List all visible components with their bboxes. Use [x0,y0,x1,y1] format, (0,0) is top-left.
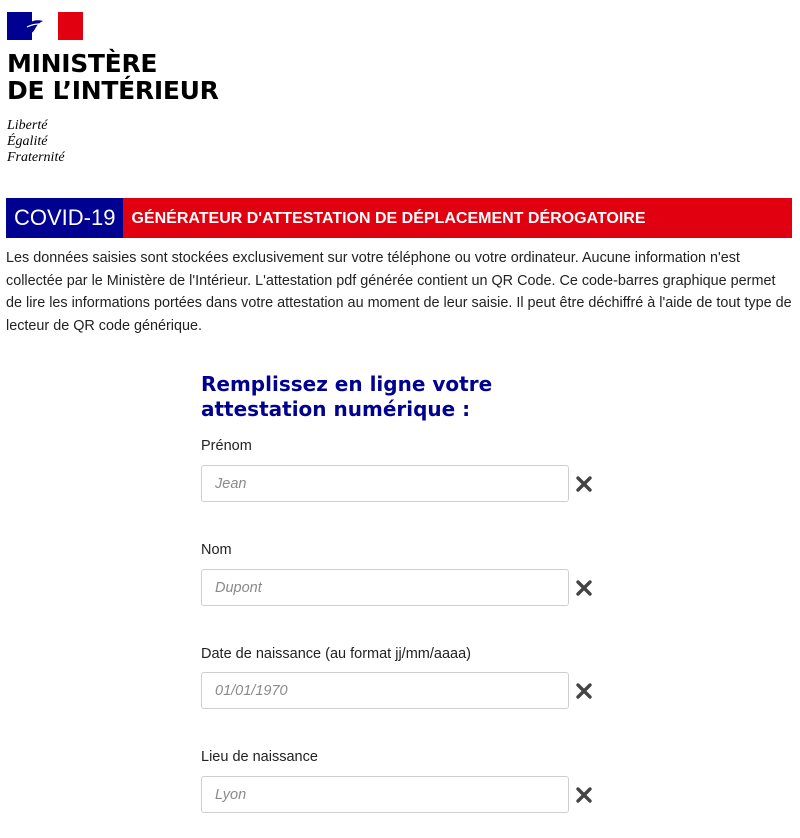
ministry-name [7,50,219,104]
ministry-logo [7,12,83,40]
page-title: GÉNÉRATEUR D'ATTESTATION DE DÉPLACEMENT DÉROGATOIRE [123,198,792,238]
ministry-name-line2: DE L’INTÉRIEUR [7,76,219,105]
birthplace-input[interactable] [201,776,569,813]
lastname-input[interactable] [201,569,569,606]
ministry-name-line1: MINISTÈRE [7,49,158,78]
close-x-icon[interactable] [575,475,593,493]
republic-motto [7,118,65,166]
firstname-label: Prénom [201,438,252,454]
birthdate-label: Date de naissance (au format jj/mm/aaaa) [201,646,471,662]
privacy-notice: Les données saisies sont stockées exclusivement sur votre téléphone ou votre ordinateur. Aucune information n'est collectée par le Ministère de l'Intérieur. L'attestation pdf générée contient un QR Code. Ce code-barres graphique permet de lire les informations portées dans votre attestation au moment de leur saisie. Il peut être déchiffré à l'aide de tout type de lecteur de QR code générique. [6,250,792,334]
marianne-flag-icon [7,12,83,40]
firstname-input[interactable] [201,465,569,502]
motto-egalite: Égalité [7,134,48,149]
motto-liberte: Liberté [7,118,48,133]
page-banner [6,198,792,238]
form-title: Remplissez en ligne votre attestation numérique : [201,372,493,421]
birthplace-label: Lieu de naissance [201,749,318,765]
close-x-icon[interactable] [575,579,593,597]
birthdate-input[interactable] [201,672,569,709]
close-x-icon[interactable] [575,786,593,804]
motto-fraternite: Fraternité [7,150,65,165]
lastname-label: Nom [201,542,232,558]
close-x-icon[interactable] [575,682,593,700]
covid-label: COVID-19 [6,198,123,238]
